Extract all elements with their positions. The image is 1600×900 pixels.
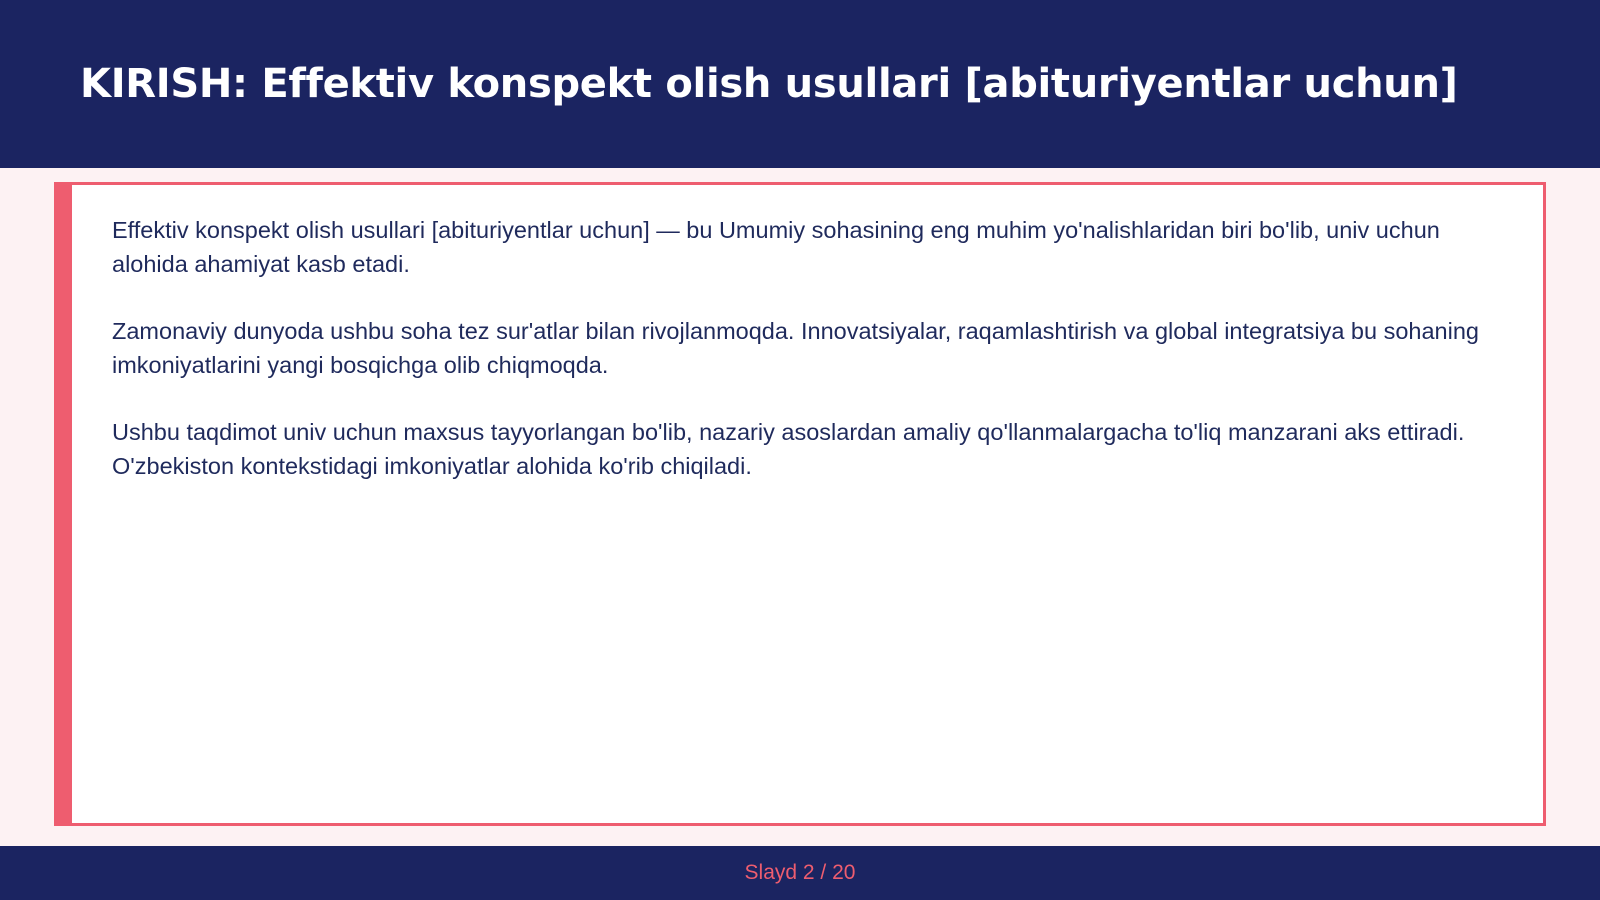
- content-card: [54, 182, 1546, 826]
- paragraph-presentation-scope: Ushbu taqdimot univ uchun maxsus tayyorlangan bo'lib, nazariy asoslardan amaliy qo'llanmalargacha to'liq manzarani aks ettiradi. O'zbekiston kontekstidagi imkoniyatlar alohida ko'rib chiqiladi.: [112, 419, 1465, 479]
- body-text: [112, 213, 1492, 516]
- slide-title: KIRISH: Effektiv konspekt olish usullari [abituriyentlar uchun]: [80, 61, 1458, 107]
- slide-footer: [0, 846, 1600, 900]
- paragraph-modern-world: Zamonaviy dunyoda ushbu soha tez sur'atlar bilan rivojlanmoqda. Innovatsiyalar, raqamlashtirish va global integratsiya bu sohaning imkoniyatlarini yangi bosqichga olib chiqmoqda.: [112, 318, 1479, 378]
- paragraph-intro: Effektiv konspekt olish usullari [abituriyentlar uchun] — bu Umumiy sohasining eng muhim yo'nalishlaridan biri bo'lib, univ uchun alohida ahamiyat kasb etadi.: [112, 217, 1440, 277]
- slide-header: [0, 0, 1600, 168]
- slide-counter: Slayd 2 / 20: [744, 861, 856, 884]
